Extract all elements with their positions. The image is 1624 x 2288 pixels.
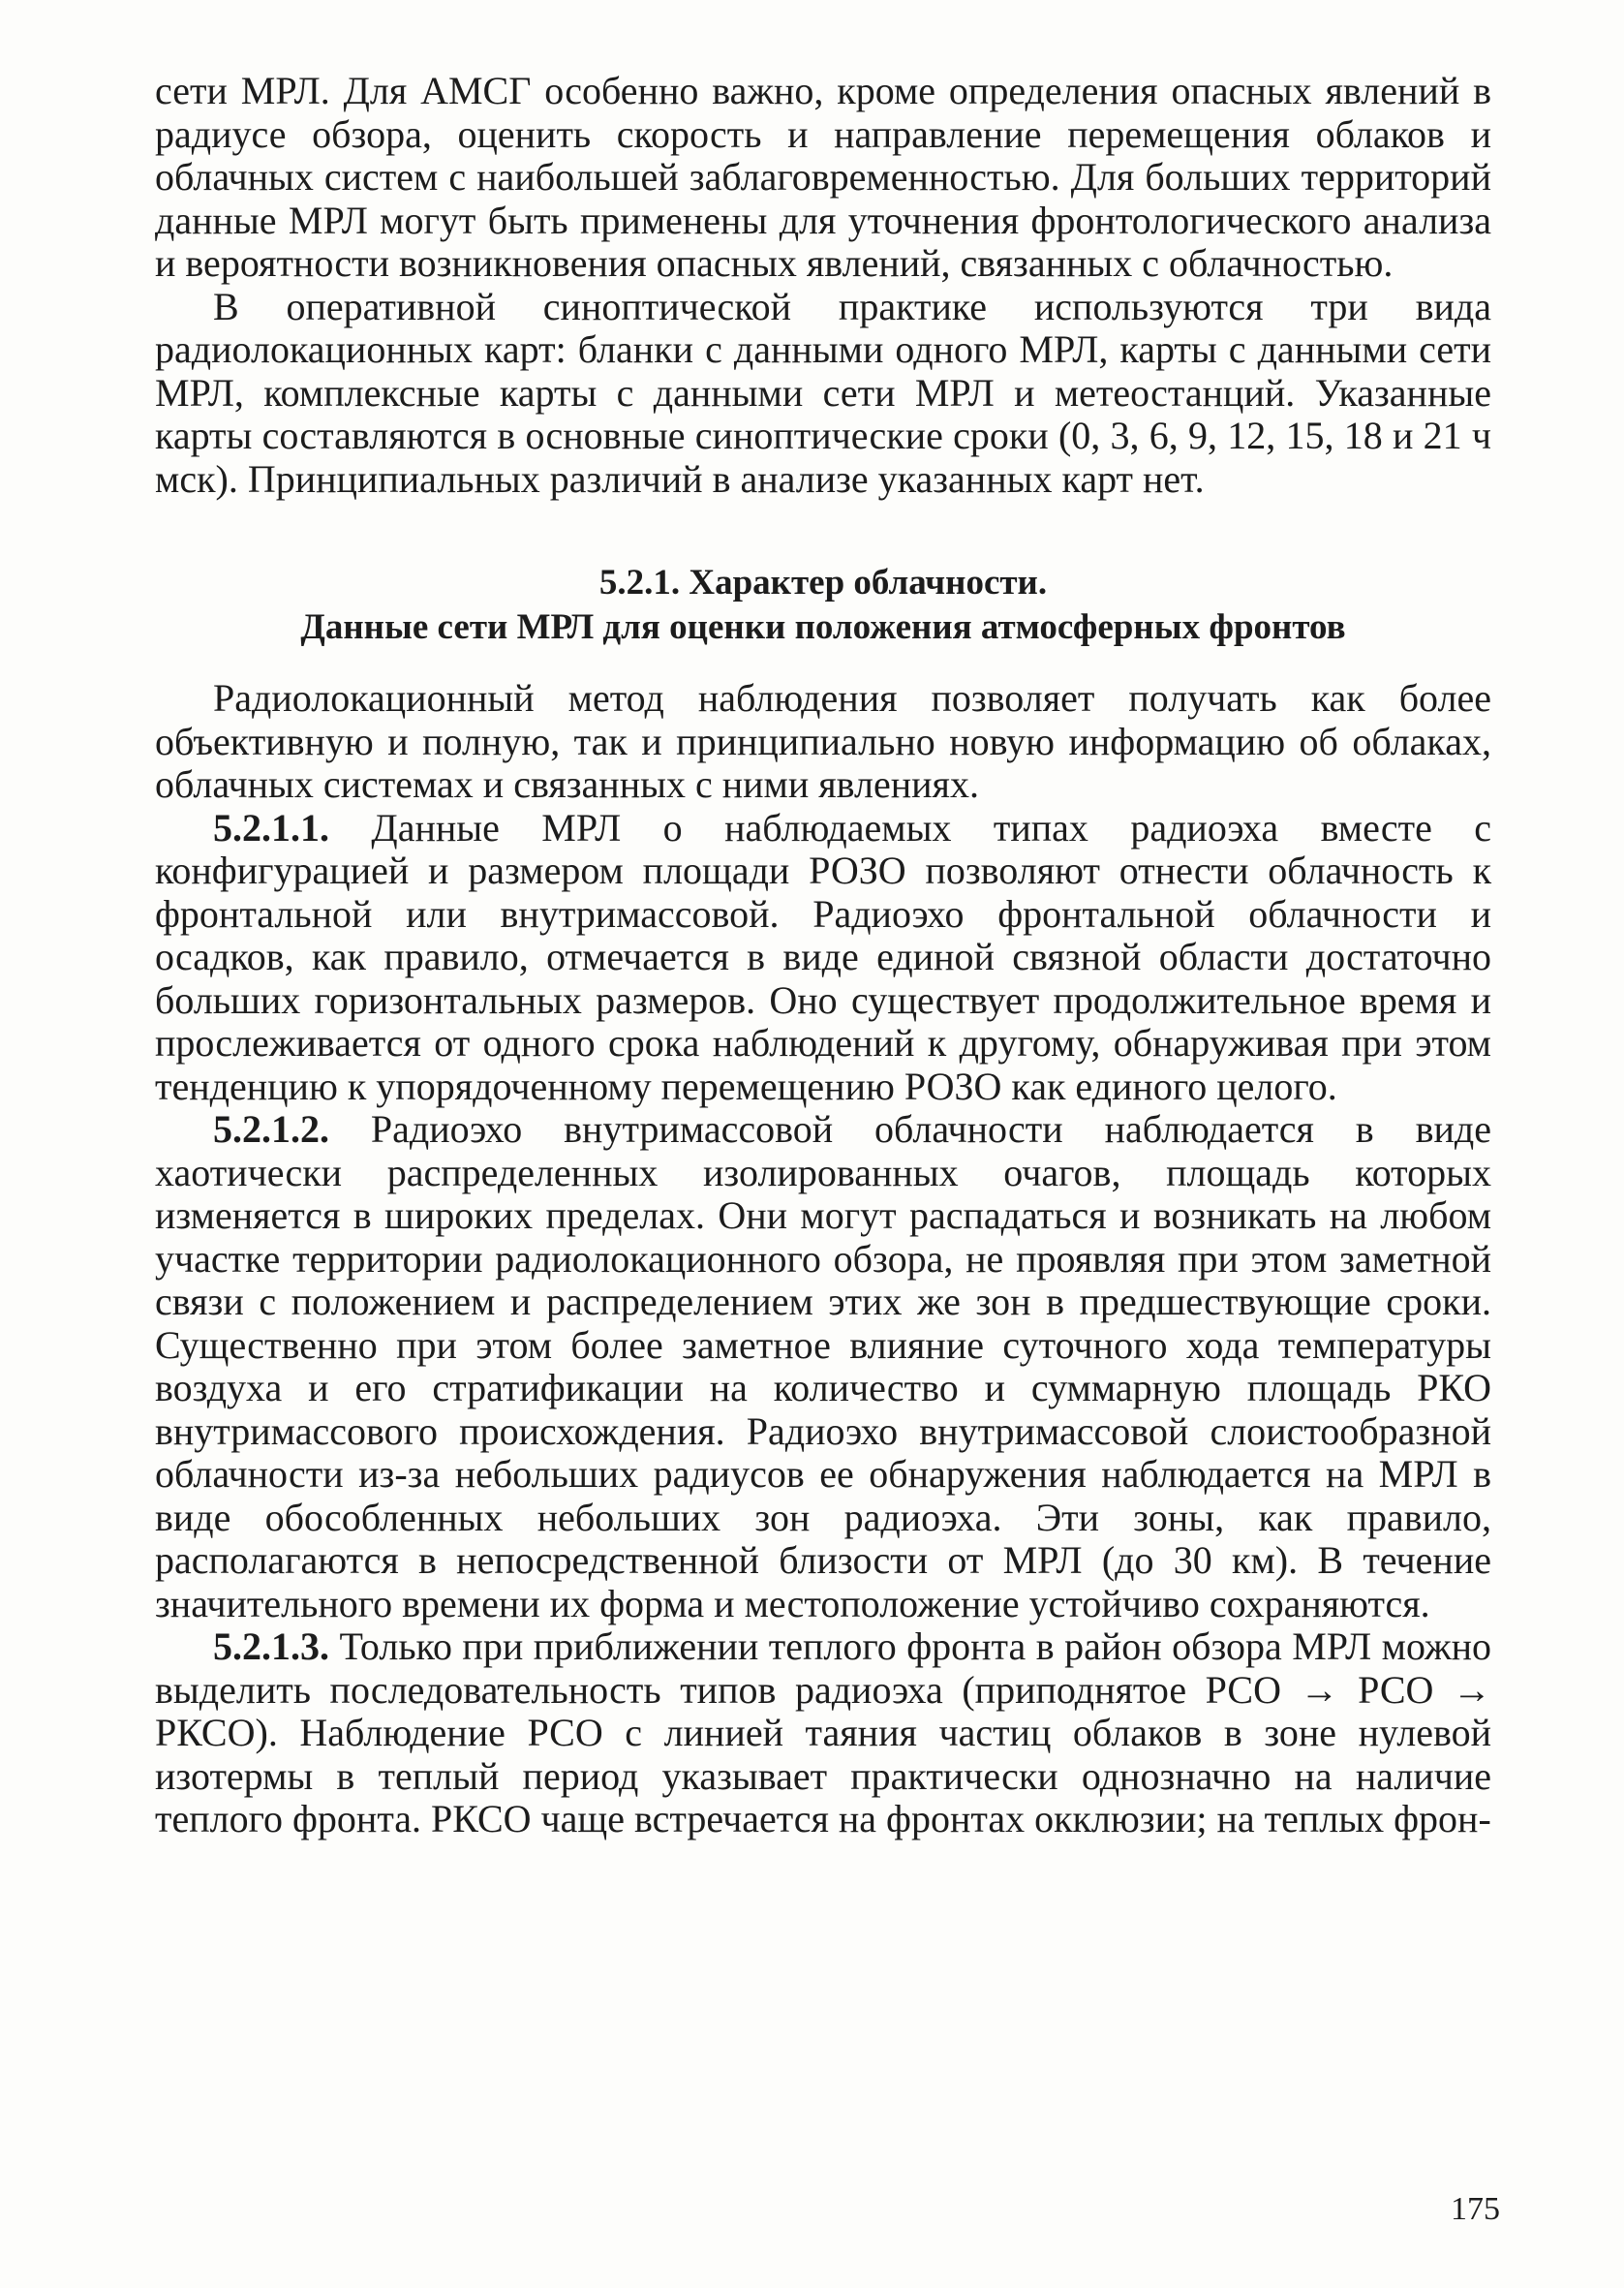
subsection-paragraph — [155, 1108, 1491, 1625]
subsection-number: 5.2.1.2. — [213, 1107, 329, 1151]
subsection-number: 5.2.1.1. — [213, 805, 329, 850]
subsection-text: Данные МРЛ о наблюдаемых типах радиоэха вместе с конфигурацией и размером площади РОЗО позволяют отнести облачность к фронтальной или внутримассовой. Радиоэхо фронтальной облачности и осадков, как правило, отмечается в виде единой связной области достаточно больших горизонтальных размеров. Оно существует продолжительное время и прослеживается от одного срока наблюдений к другому, обнаруживая при этом тенденцию к упорядоченному перемещению РОЗО как единого целого. — [155, 805, 1491, 1108]
subsection-paragraph — [155, 807, 1491, 1109]
heading-line-2: Данные сети МРЛ для оценки положения атмосферных фронтов — [300, 607, 1346, 647]
paragraph: В оперативной синоптической практике используются три вида радиолокационных карт: бланки с данными одного МРЛ, карты с данными сети МРЛ, комплексные карты с данными сети МРЛ и метеостанций. Указанные карты составляются в основные синоптические сроки (0, 3, 6, 9, 12, 15, 18 и 21 ч мск). Принципиальных различий в анализе указанных карт нет. — [155, 284, 1491, 501]
paragraph: Радиолокационный метод наблюдения позволяет получать как более объективную и полную, так и принципиально новую информацию об облаках, облачных системах и связанных с ними явлениях. — [155, 676, 1491, 806]
subsection-text: Радиоэхо внутримассовой облачности наблюдается в виде хаотически распределенных изолированных очагов, площадь которых изменяется в широких пределах. Они могут распадаться и возникать на любом участке территории радиолокационного обзора, не проявляя при этом заметной связи с положением и распределением этих же зон в предшествующие сроки. Существенно при этом более заметное влияние суточного хода температуры воздуха и его стратификации на количество и суммарную площадь РКО внутримассового происхождения. Радиоэхо внутримассовой слоистообразной облачности из-за небольших радиусов ее обнаружения наблюдается на МРЛ в виде обособленных небольших зон радиоэха. Эти зоны, как правило, располагаются в непосредственной близости от МРЛ (до 30 км). В течение значительного времени их форма и местоположение устойчиво сохраняются. — [155, 1107, 1491, 1625]
subsection-paragraph — [155, 1625, 1491, 1841]
heading-line-1: 5.2.1. Характер облачности. — [598, 563, 1048, 603]
subsection-text: Только при приближении теплого фронта в район обзора МРЛ можно выделить последовательность типов радиоэха (приподнятое РСО → РСО → РКСО). Наблюдение РСО с линией таяния частиц облаков в зоне нулевой изотермы в теплый период указывает практически однозначно на наличие теплого фронта. РКСО чаще встречается на фронтах окклюзии; на теплых фрон- — [155, 1624, 1491, 1840]
section-heading — [155, 561, 1491, 650]
paragraph: сети МРЛ. Для АМСГ особенно важно, кроме определения опасных явлений в радиусе обзора, оценить скорость и направление перемещения облаков и облачных систем с наибольшей заблаговременностью. Для больших территорий данные МРЛ могут быть применены для уточнения фронтологического анализа и вероятности возникновения опасных явлений, связанных с облачностью. — [155, 69, 1491, 285]
page-number: 175 — [1451, 2191, 1500, 2227]
body-text — [155, 70, 1491, 1841]
subsection-number: 5.2.1.3. — [213, 1624, 329, 1668]
